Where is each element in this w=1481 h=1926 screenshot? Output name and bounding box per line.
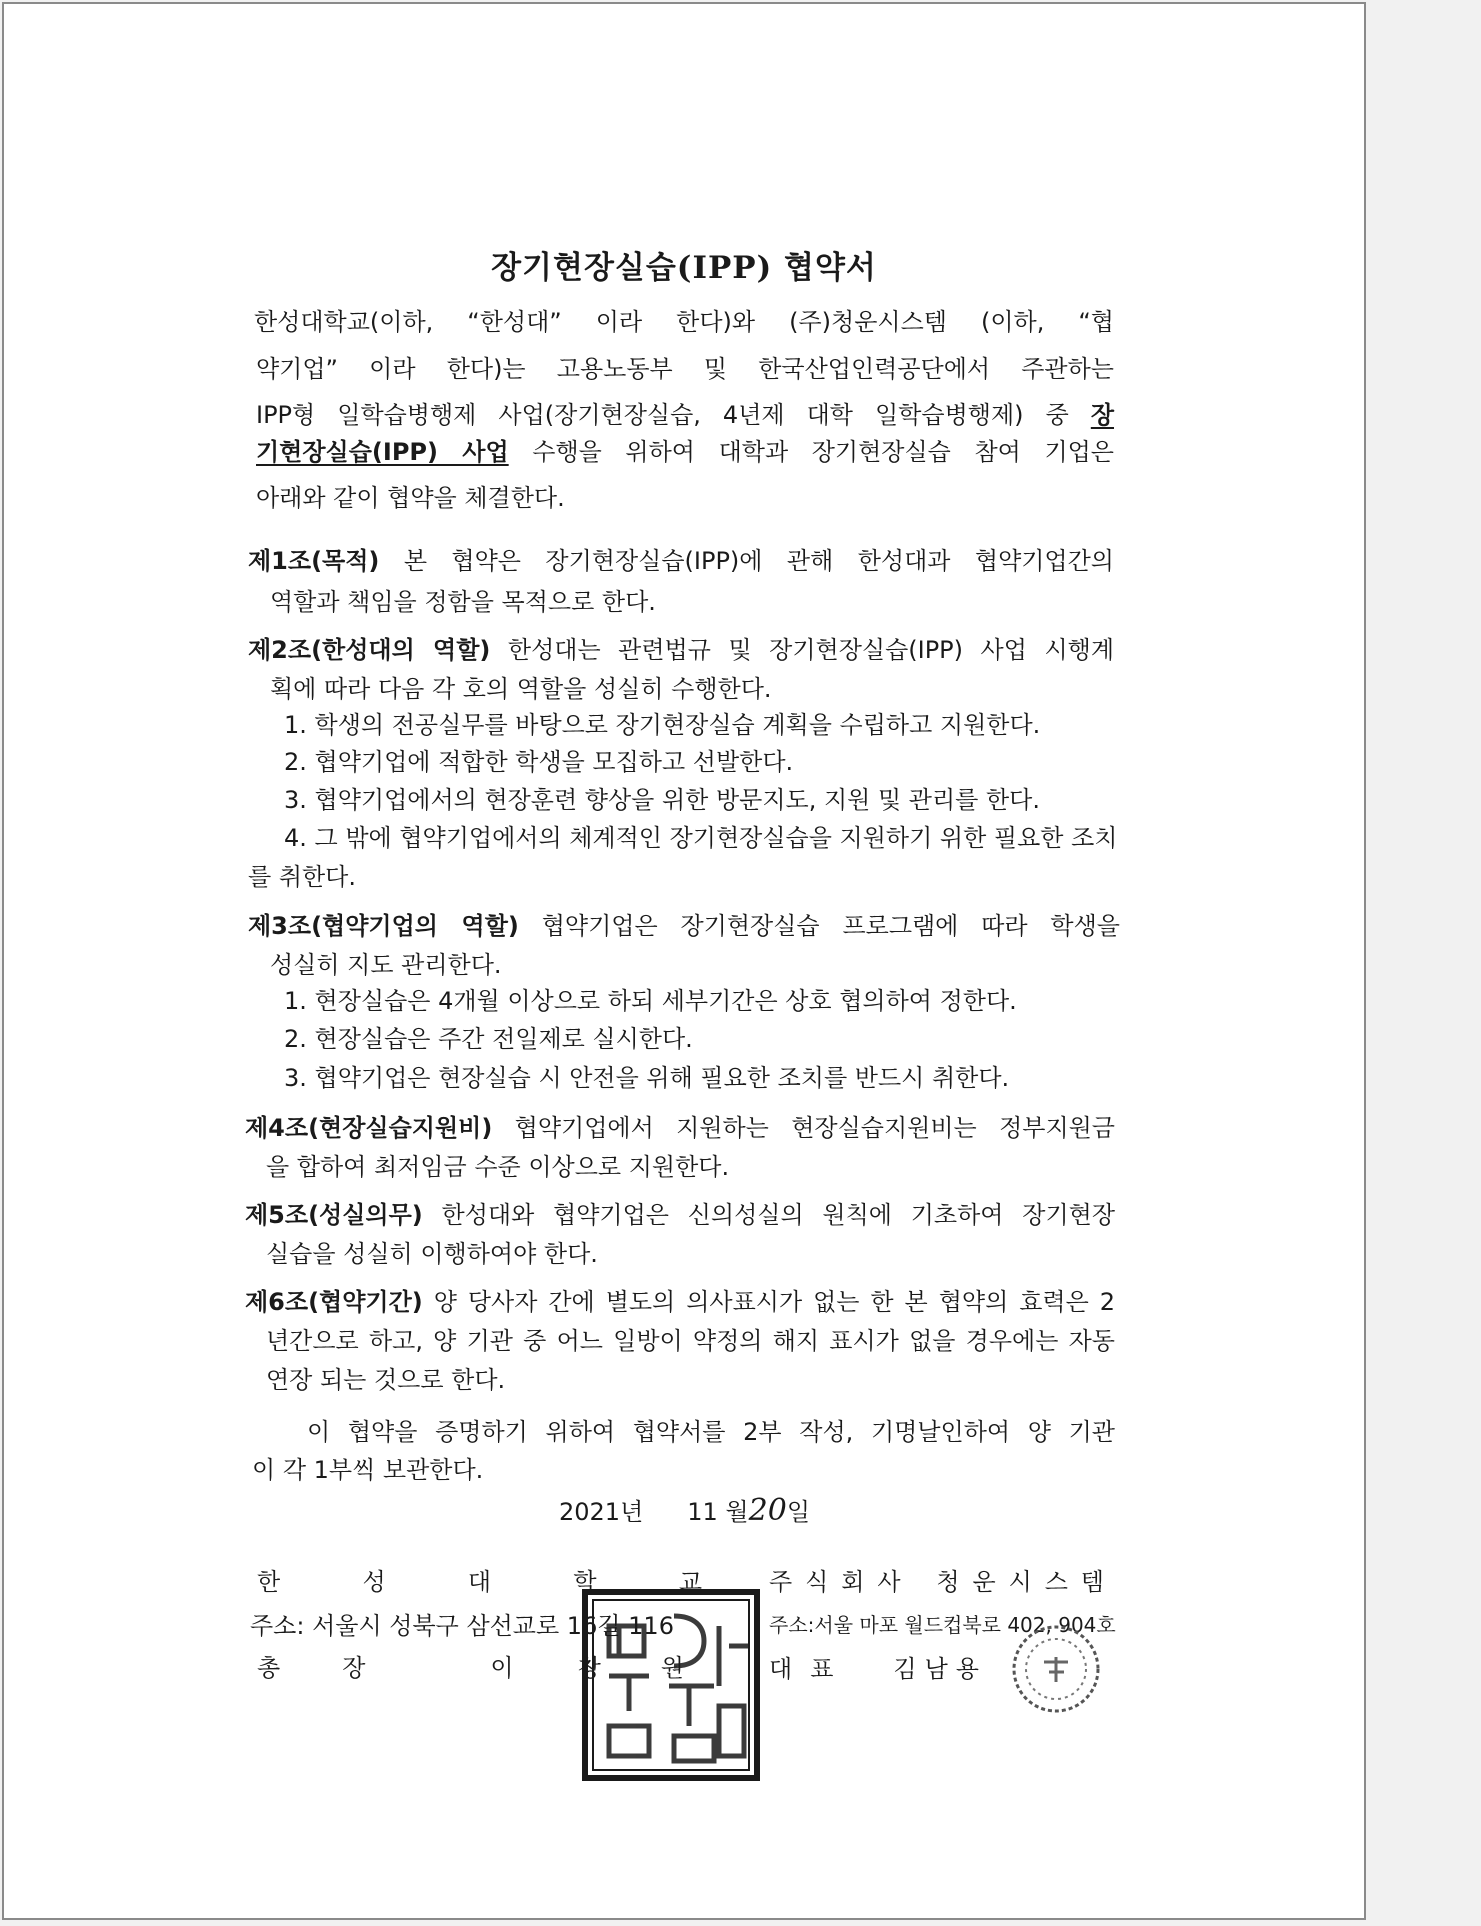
- article-5-heading: 제5조(성실의무): [245, 1201, 423, 1229]
- article-5-line-1: 제5조(성실의무) 한성대와 협약기업은 신의성실의 원칙에 기초하여 장기현장: [245, 1201, 1115, 1229]
- article-3-heading: 제3조(협약기업의 역할): [248, 912, 519, 940]
- article-3-item-1: 1. 현장실습은 4개월 이상으로 하되 세부기간은 상호 협의하여 정한다.: [284, 987, 1017, 1015]
- intro-line-1: 한성대학교(이하, “한성대” 이라 한다)와 (주)청운시스템 (이하, “협: [254, 308, 1114, 336]
- university-president: 총 장 이 창 원: [257, 1654, 684, 1682]
- article-4-line-1: 제4조(현장실습지원비) 협약기업에서 지원하는 현장실습지원비는 정부지원금: [245, 1114, 1115, 1142]
- article-2-item-2: 2. 협약기업에 적합한 학생을 모집하고 선발한다.: [284, 748, 794, 776]
- intro-line-3: IPP형 일학습병행제 사업(장기현장실습, 4년제 대학 일학습병행제) 중 장: [256, 401, 1114, 429]
- university-address: 주소: 서울시 성북구 삼선교로 16길 116: [250, 1612, 674, 1640]
- closing-line-1: 이 협약을 증명하기 위하여 협약서를 2부 작성, 기명날인하여 양 기관: [307, 1418, 1115, 1446]
- article-2-item-1: 1. 학생의 전공실무를 바탕으로 장기현장실습 계획을 수립하고 지원한다.: [284, 711, 1041, 739]
- company-address: 주소:서울 마포 월드컵북로 402, 904호: [769, 1613, 1116, 1637]
- article-6-line-3: 연장 되는 것으로 한다.: [266, 1366, 506, 1394]
- intro-line-5: 아래와 같이 협약을 체결한다.: [256, 484, 565, 512]
- agreement-date: 2021년 11 월20일: [559, 1493, 810, 1528]
- article-2-line-1: 제2조(한성대의 역할) 한성대는 관련법규 및 장기현장실습(IPP) 사업 시행계: [248, 636, 1115, 664]
- article-4-heading: 제4조(현장실습지원비): [245, 1114, 493, 1142]
- university-name: 한 성 대 학 교: [257, 1568, 702, 1596]
- intro-emphasis-cont: 기현장실습(IPP) 사업: [256, 438, 509, 466]
- article-1-heading: 제1조(목적): [248, 547, 380, 575]
- article-2-item-4: 4. 그 밖에 협약기업에서의 체계적인 장기현장실습을 지원하기 위한 필요한 조치: [284, 824, 1118, 852]
- article-1-line-2: 역할과 책임을 정함을 목적으로 한다.: [270, 588, 656, 616]
- article-2-item-3: 3. 협약기업에서의 현장훈련 향상을 위한 방문지도, 지원 및 관리를 한다.: [284, 786, 1040, 814]
- article-3-item-2: 2. 현장실습은 주간 전일제로 실시한다.: [284, 1025, 693, 1053]
- article-2-item-4-cont: 를 취한다.: [248, 863, 356, 891]
- company-name: 주 식 회 사 청 운 시 스 템: [769, 1568, 1104, 1596]
- article-2-line-2: 획에 따라 다음 각 호의 역할을 성실히 수행한다.: [270, 675, 772, 703]
- article-3-item-3: 3. 협약기업은 현장실습 시 안전을 위해 필요한 조치를 반드시 취한다.: [284, 1064, 1010, 1092]
- article-4-line-2: 을 합하여 최저임금 수준 이상으로 지원한다.: [266, 1153, 730, 1181]
- company-representative: 대 표 김 남 용: [769, 1655, 979, 1683]
- university-seal-icon: [579, 1586, 764, 1784]
- closing-line-2: 이 각 1부씩 보관한다.: [252, 1456, 484, 1484]
- article-6-heading: 제6조(협약기간): [245, 1288, 423, 1316]
- article-6-line-2: 년간으로 하고, 양 기관 중 어느 일방이 약정의 해지 표시가 없을 경우에는 자동: [266, 1327, 1115, 1355]
- article-5-line-2: 실습을 성실히 이행하여야 한다.: [266, 1240, 598, 1268]
- article-1-line-1: 제1조(목적) 본 협약은 장기현장실습(IPP)에 관해 한성대과 협약기업간의: [248, 547, 1114, 575]
- handwritten-day: 20: [748, 1493, 787, 1528]
- intro-line-4: 기현장실습(IPP) 사업 수행을 위하여 대학과 장기현장실습 참여 기업은: [256, 438, 1114, 466]
- article-6-line-1: 제6조(협약기간) 양 당사자 간에 별도의 의사표시가 없는 한 본 협약의 효력은 2: [245, 1288, 1115, 1316]
- document-page: [2, 2, 1366, 1920]
- document-title: 장기현장실습(IPP) 협약서: [491, 250, 877, 286]
- article-2-heading: 제2조(한성대의 역할): [248, 636, 491, 664]
- article-3-line-2: 성실히 지도 관리한다.: [270, 951, 502, 979]
- intro-line-2: 약기업” 이라 한다)는 고용노동부 및 한국산업인력공단에서 주관하는: [256, 355, 1114, 383]
- intro-emphasis: 장: [1090, 401, 1114, 429]
- company-seal-icon: [1009, 1622, 1104, 1717]
- article-3-line-1: 제3조(협약기업의 역할) 협약기업은 장기현장실습 프로그램에 따라 학생을: [248, 912, 1120, 940]
